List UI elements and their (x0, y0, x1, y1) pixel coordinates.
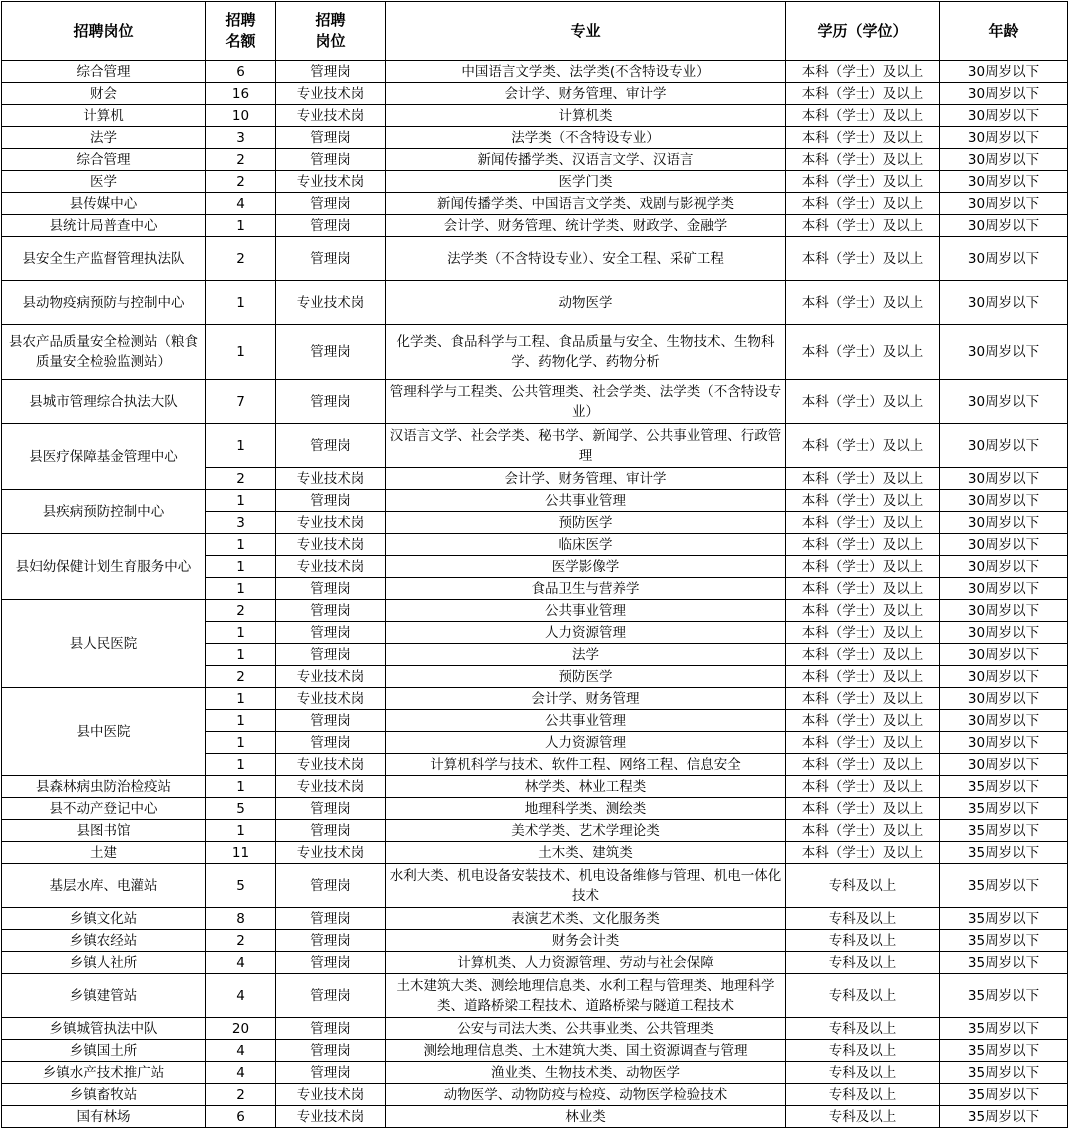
cell-major: 公安与司法大类、公共事业类、公共管理类 (386, 1018, 786, 1040)
cell-age: 30周岁以下 (940, 468, 1068, 490)
cell-type: 管理岗 (276, 1040, 386, 1062)
table-row (2, 1018, 1068, 1040)
cell-type: 管理岗 (276, 930, 386, 952)
cell-edu: 专科及以上 (786, 864, 940, 908)
cell-type: 管理岗 (276, 237, 386, 281)
cell-type: 专业技术岗 (276, 556, 386, 578)
cell-edu: 本科（学士）及以上 (786, 325, 940, 380)
cell-type: 管理岗 (276, 908, 386, 930)
cell-age: 30周岁以下 (940, 83, 1068, 105)
cell-count: 11 (206, 842, 276, 864)
cell-age: 30周岁以下 (940, 732, 1068, 754)
cell-major: 中国语言文学类、法学类(不含特设专业） (386, 61, 786, 83)
cell-count: 1 (206, 424, 276, 468)
cell-major: 渔业类、生物技术类、动物医学 (386, 1062, 786, 1084)
cell-age: 30周岁以下 (940, 171, 1068, 193)
cell-type: 专业技术岗 (276, 468, 386, 490)
cell-age: 35周岁以下 (940, 798, 1068, 820)
cell-post: 基层水库、电灌站 (2, 864, 206, 908)
cell-major: 预防医学 (386, 512, 786, 534)
cell-edu: 本科（学士）及以上 (786, 105, 940, 127)
cell-count: 1 (206, 578, 276, 600)
cell-post: 医学 (2, 171, 206, 193)
cell-edu: 本科（学士）及以上 (786, 380, 940, 424)
cell-major: 新闻传播学类、中国语言文学类、戏剧与影视学类 (386, 193, 786, 215)
cell-type: 管理岗 (276, 820, 386, 842)
cell-type: 管理岗 (276, 600, 386, 622)
cell-count: 1 (206, 688, 276, 710)
cell-major: 化学类、食品科学与工程、食品质量与安全、生物技术、生物科学、药物化学、药物分析 (386, 325, 786, 380)
cell-age: 30周岁以下 (940, 424, 1068, 468)
cell-count: 1 (206, 820, 276, 842)
cell-edu: 专科及以上 (786, 952, 940, 974)
table-row (2, 171, 1068, 193)
cell-edu: 本科（学士）及以上 (786, 237, 940, 281)
cell-major: 公共事业管理 (386, 490, 786, 512)
cell-count: 8 (206, 908, 276, 930)
cell-count: 3 (206, 512, 276, 534)
table-body (2, 61, 1068, 1128)
cell-major: 会计学、财务管理、统计学类、财政学、金融学 (386, 215, 786, 237)
cell-age: 30周岁以下 (940, 237, 1068, 281)
cell-post: 县中医院 (2, 688, 206, 776)
cell-major: 动物医学、动物防疫与检疫、动物医学检验技术 (386, 1084, 786, 1106)
table-row (2, 424, 1068, 468)
cell-type: 专业技术岗 (276, 754, 386, 776)
cell-type: 管理岗 (276, 149, 386, 171)
cell-count: 3 (206, 127, 276, 149)
table-row (2, 974, 1068, 1018)
table-row (2, 215, 1068, 237)
table-row (2, 864, 1068, 908)
cell-age: 35周岁以下 (940, 820, 1068, 842)
cell-major: 医学门类 (386, 171, 786, 193)
cell-age: 35周岁以下 (940, 952, 1068, 974)
cell-count: 2 (206, 666, 276, 688)
cell-type: 专业技术岗 (276, 1106, 386, 1128)
cell-post: 县森林病虫防治检疫站 (2, 776, 206, 798)
cell-edu: 本科（学士）及以上 (786, 754, 940, 776)
table-row (2, 952, 1068, 974)
cell-edu: 本科（学士）及以上 (786, 127, 940, 149)
cell-post: 乡镇水产技术推广站 (2, 1062, 206, 1084)
cell-count: 4 (206, 193, 276, 215)
cell-edu: 本科（学士）及以上 (786, 281, 940, 325)
cell-edu: 本科（学士）及以上 (786, 622, 940, 644)
cell-count: 1 (206, 754, 276, 776)
cell-age: 35周岁以下 (940, 1062, 1068, 1084)
cell-edu: 本科（学士）及以上 (786, 193, 940, 215)
cell-post: 乡镇文化站 (2, 908, 206, 930)
cell-count: 1 (206, 644, 276, 666)
table-row (2, 149, 1068, 171)
cell-post: 县图书馆 (2, 820, 206, 842)
cell-age: 35周岁以下 (940, 930, 1068, 952)
cell-age: 30周岁以下 (940, 149, 1068, 171)
cell-count: 1 (206, 215, 276, 237)
cell-type: 专业技术岗 (276, 281, 386, 325)
cell-post: 综合管理 (2, 61, 206, 83)
cell-major: 动物医学 (386, 281, 786, 325)
cell-age: 30周岁以下 (940, 710, 1068, 732)
cell-age: 30周岁以下 (940, 281, 1068, 325)
cell-post: 县农产品质量安全检测站（粮食质量安全检验监测站） (2, 325, 206, 380)
cell-age: 35周岁以下 (940, 1106, 1068, 1128)
table-row (2, 842, 1068, 864)
cell-major: 法学 (386, 644, 786, 666)
cell-type: 专业技术岗 (276, 512, 386, 534)
cell-post: 县妇幼保健计划生育服务中心 (2, 534, 206, 600)
table-row (2, 193, 1068, 215)
cell-type: 管理岗 (276, 578, 386, 600)
table-row (2, 127, 1068, 149)
cell-age: 35周岁以下 (940, 1084, 1068, 1106)
table-row (2, 380, 1068, 424)
cell-post: 县传媒中心 (2, 193, 206, 215)
table-row (2, 325, 1068, 380)
cell-age: 30周岁以下 (940, 556, 1068, 578)
cell-type: 管理岗 (276, 798, 386, 820)
cell-type: 管理岗 (276, 380, 386, 424)
cell-edu: 本科（学士）及以上 (786, 644, 940, 666)
table-row (2, 820, 1068, 842)
cell-age: 35周岁以下 (940, 908, 1068, 930)
cell-major: 测绘地理信息类、土木建筑大类、国土资源调查与管理 (386, 1040, 786, 1062)
cell-type: 管理岗 (276, 61, 386, 83)
table-row (2, 281, 1068, 325)
cell-count: 1 (206, 732, 276, 754)
cell-age: 30周岁以下 (940, 644, 1068, 666)
cell-type: 专业技术岗 (276, 776, 386, 798)
cell-age: 30周岁以下 (940, 61, 1068, 83)
cell-post: 土建 (2, 842, 206, 864)
cell-edu: 本科（学士）及以上 (786, 215, 940, 237)
table-row (2, 600, 1068, 622)
cell-age: 30周岁以下 (940, 666, 1068, 688)
cell-age: 35周岁以下 (940, 1040, 1068, 1062)
cell-post: 县城市管理综合执法大队 (2, 380, 206, 424)
cell-count: 1 (206, 325, 276, 380)
cell-edu: 专科及以上 (786, 930, 940, 952)
cell-age: 30周岁以下 (940, 193, 1068, 215)
cell-age: 35周岁以下 (940, 974, 1068, 1018)
cell-post: 乡镇畜牧站 (2, 1084, 206, 1106)
cell-edu: 本科（学士）及以上 (786, 468, 940, 490)
cell-major: 林业类 (386, 1106, 786, 1128)
cell-post: 乡镇城管执法中队 (2, 1018, 206, 1040)
cell-count: 20 (206, 1018, 276, 1040)
cell-edu: 本科（学士）及以上 (786, 688, 940, 710)
cell-post: 乡镇国土所 (2, 1040, 206, 1062)
cell-major: 汉语言文学、社会学类、秘书学、新闻学、公共事业管理、行政管理 (386, 424, 786, 468)
cell-type: 管理岗 (276, 424, 386, 468)
cell-post: 财会 (2, 83, 206, 105)
cell-age: 30周岁以下 (940, 600, 1068, 622)
cell-edu: 本科（学士）及以上 (786, 512, 940, 534)
cell-post: 县不动产登记中心 (2, 798, 206, 820)
cell-count: 2 (206, 1084, 276, 1106)
cell-type: 专业技术岗 (276, 842, 386, 864)
cell-major: 计算机类 (386, 105, 786, 127)
cell-age: 30周岁以下 (940, 622, 1068, 644)
cell-count: 16 (206, 83, 276, 105)
cell-type: 管理岗 (276, 864, 386, 908)
cell-age: 30周岁以下 (940, 688, 1068, 710)
cell-major: 医学影像学 (386, 556, 786, 578)
cell-count: 2 (206, 600, 276, 622)
table-row (2, 908, 1068, 930)
cell-count: 2 (206, 237, 276, 281)
cell-post: 综合管理 (2, 149, 206, 171)
table-row (2, 61, 1068, 83)
cell-major: 地理科学类、测绘类 (386, 798, 786, 820)
cell-count: 4 (206, 1040, 276, 1062)
cell-edu: 专科及以上 (786, 1106, 940, 1128)
cell-post: 县安全生产监督管理执法队 (2, 237, 206, 281)
cell-major: 林学类、林业工程类 (386, 776, 786, 798)
cell-type: 管理岗 (276, 1062, 386, 1084)
cell-age: 35周岁以下 (940, 1018, 1068, 1040)
cell-edu: 本科（学士）及以上 (786, 710, 940, 732)
cell-edu: 专科及以上 (786, 1084, 940, 1106)
cell-post: 乡镇农经站 (2, 930, 206, 952)
cell-type: 管理岗 (276, 325, 386, 380)
table-row (2, 798, 1068, 820)
cell-count: 1 (206, 622, 276, 644)
cell-post: 县统计局普查中心 (2, 215, 206, 237)
cell-edu: 专科及以上 (786, 974, 940, 1018)
cell-edu: 本科（学士）及以上 (786, 666, 940, 688)
cell-type: 专业技术岗 (276, 171, 386, 193)
header-edu: 学历（学位） (786, 2, 940, 61)
header-major: 专业 (386, 2, 786, 61)
cell-edu: 专科及以上 (786, 1062, 940, 1084)
cell-type: 管理岗 (276, 215, 386, 237)
cell-post: 法学 (2, 127, 206, 149)
cell-age: 30周岁以下 (940, 105, 1068, 127)
cell-post: 县疾病预防控制中心 (2, 490, 206, 534)
cell-count: 10 (206, 105, 276, 127)
cell-edu: 本科（学士）及以上 (786, 424, 940, 468)
cell-edu: 本科（学士）及以上 (786, 600, 940, 622)
table-row (2, 1106, 1068, 1128)
cell-major: 土木建筑大类、测绘地理信息类、水利工程与管理类、地理科学类、道路桥梁工程技术、道路桥梁与隧道工程技术 (386, 974, 786, 1018)
cell-count: 1 (206, 534, 276, 556)
cell-edu: 专科及以上 (786, 1040, 940, 1062)
cell-type: 管理岗 (276, 952, 386, 974)
cell-age: 30周岁以下 (940, 534, 1068, 556)
header-type: 招聘岗位 (276, 2, 386, 61)
cell-major: 新闻传播学类、汉语言文学、汉语言 (386, 149, 786, 171)
cell-major: 公共事业管理 (386, 600, 786, 622)
cell-count: 4 (206, 952, 276, 974)
cell-type: 管理岗 (276, 1018, 386, 1040)
cell-age: 30周岁以下 (940, 380, 1068, 424)
cell-type: 专业技术岗 (276, 1084, 386, 1106)
cell-major: 人力资源管理 (386, 732, 786, 754)
recruitment-table (1, 1, 1068, 1128)
cell-post: 县人民医院 (2, 600, 206, 688)
cell-major: 临床医学 (386, 534, 786, 556)
table-row (2, 930, 1068, 952)
cell-major: 人力资源管理 (386, 622, 786, 644)
cell-age: 30周岁以下 (940, 578, 1068, 600)
cell-age: 35周岁以下 (940, 842, 1068, 864)
cell-edu: 本科（学士）及以上 (786, 732, 940, 754)
cell-age: 30周岁以下 (940, 325, 1068, 380)
cell-edu: 本科（学士）及以上 (786, 842, 940, 864)
cell-major: 表演艺术类、文化服务类 (386, 908, 786, 930)
cell-count: 2 (206, 171, 276, 193)
table-row (2, 688, 1068, 710)
cell-edu: 本科（学士）及以上 (786, 490, 940, 512)
cell-age: 30周岁以下 (940, 215, 1068, 237)
cell-age: 30周岁以下 (940, 490, 1068, 512)
cell-major: 土木类、建筑类 (386, 842, 786, 864)
table-row (2, 237, 1068, 281)
table-row (2, 776, 1068, 798)
cell-type: 管理岗 (276, 490, 386, 512)
cell-type: 专业技术岗 (276, 688, 386, 710)
cell-major: 会计学、财务管理、审计学 (386, 83, 786, 105)
cell-major: 计算机类、人力资源管理、劳动与社会保障 (386, 952, 786, 974)
header-age: 年龄 (940, 2, 1068, 61)
cell-edu: 专科及以上 (786, 1018, 940, 1040)
cell-edu: 本科（学士）及以上 (786, 556, 940, 578)
cell-edu: 本科（学士）及以上 (786, 798, 940, 820)
cell-post: 县动物疫病预防与控制中心 (2, 281, 206, 325)
cell-count: 2 (206, 468, 276, 490)
cell-edu: 本科（学士）及以上 (786, 534, 940, 556)
cell-major: 法学类（不含特设专业）、安全工程、采矿工程 (386, 237, 786, 281)
cell-type: 管理岗 (276, 127, 386, 149)
cell-count: 1 (206, 556, 276, 578)
cell-count: 4 (206, 1062, 276, 1084)
table-row (2, 83, 1068, 105)
cell-age: 30周岁以下 (940, 127, 1068, 149)
cell-edu: 本科（学士）及以上 (786, 83, 940, 105)
cell-age: 30周岁以下 (940, 754, 1068, 776)
cell-post: 国有林场 (2, 1106, 206, 1128)
cell-count: 4 (206, 974, 276, 1018)
cell-edu: 本科（学士）及以上 (786, 578, 940, 600)
cell-type: 专业技术岗 (276, 105, 386, 127)
cell-count: 5 (206, 864, 276, 908)
cell-type: 管理岗 (276, 974, 386, 1018)
header-count: 招聘名额 (206, 2, 276, 61)
cell-post: 乡镇建管站 (2, 974, 206, 1018)
cell-major: 管理科学与工程类、公共管理类、社会学类、法学类（不含特设专业） (386, 380, 786, 424)
cell-count: 5 (206, 798, 276, 820)
cell-major: 会计学、财务管理、审计学 (386, 468, 786, 490)
cell-edu: 本科（学士）及以上 (786, 61, 940, 83)
cell-type: 管理岗 (276, 193, 386, 215)
cell-major: 计算机科学与技术、软件工程、网络工程、信息安全 (386, 754, 786, 776)
header-post: 招聘岗位 (2, 2, 206, 61)
cell-post: 县医疗保障基金管理中心 (2, 424, 206, 490)
cell-major: 会计学、财务管理 (386, 688, 786, 710)
table-row (2, 534, 1068, 556)
table-row (2, 1084, 1068, 1106)
cell-type: 管理岗 (276, 732, 386, 754)
cell-age: 30周岁以下 (940, 512, 1068, 534)
table-row (2, 105, 1068, 127)
cell-count: 1 (206, 710, 276, 732)
cell-type: 管理岗 (276, 644, 386, 666)
cell-count: 2 (206, 149, 276, 171)
cell-edu: 专科及以上 (786, 908, 940, 930)
table-row (2, 1040, 1068, 1062)
cell-count: 1 (206, 490, 276, 512)
cell-major: 水利大类、机电设备安装技术、机电设备维修与管理、机电一体化技术 (386, 864, 786, 908)
cell-edu: 本科（学士）及以上 (786, 820, 940, 842)
cell-post: 乡镇人社所 (2, 952, 206, 974)
cell-age: 35周岁以下 (940, 864, 1068, 908)
cell-edu: 本科（学士）及以上 (786, 171, 940, 193)
cell-post: 计算机 (2, 105, 206, 127)
cell-major: 财务会计类 (386, 930, 786, 952)
cell-count: 1 (206, 776, 276, 798)
cell-major: 食品卫生与营养学 (386, 578, 786, 600)
cell-major: 法学类（不含特设专业） (386, 127, 786, 149)
cell-type: 专业技术岗 (276, 666, 386, 688)
cell-age: 35周岁以下 (940, 776, 1068, 798)
cell-type: 专业技术岗 (276, 534, 386, 556)
cell-edu: 本科（学士）及以上 (786, 776, 940, 798)
cell-count: 6 (206, 1106, 276, 1128)
cell-count: 7 (206, 380, 276, 424)
cell-major: 公共事业管理 (386, 710, 786, 732)
cell-type: 专业技术岗 (276, 83, 386, 105)
cell-type: 管理岗 (276, 710, 386, 732)
cell-type: 管理岗 (276, 622, 386, 644)
table-row (2, 490, 1068, 512)
cell-count: 6 (206, 61, 276, 83)
cell-major: 美术学类、艺术学理论类 (386, 820, 786, 842)
cell-edu: 本科（学士）及以上 (786, 149, 940, 171)
table-row (2, 1062, 1068, 1084)
cell-major: 预防医学 (386, 666, 786, 688)
cell-count: 1 (206, 281, 276, 325)
cell-count: 2 (206, 930, 276, 952)
